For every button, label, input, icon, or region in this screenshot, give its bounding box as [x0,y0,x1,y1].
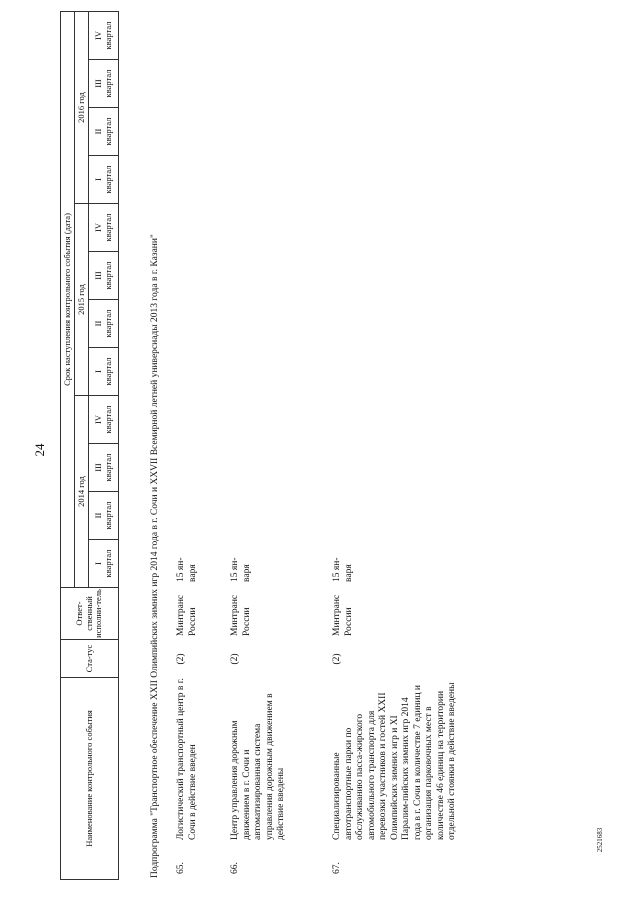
header-year-2014: 2014 год [75,396,89,588]
quarter-2015-3: III квартал [89,252,119,300]
row-number: 66. [230,862,240,874]
event-name: Специализированные автотранспортные парки по обслуживанию пасса-жирского автомобильного транспорта для перевозки участников и гостей XXII Олимпийских зимних игр и XI Паралим-пийских зимних игр 2014 года в г. Сочи в количестве 7 единиц и организация парковочных мест в количестве 46 единиц на территории отдельной стоянки в действие введены [332,682,457,840]
event-date: 15 ян-варя [230,557,252,582]
header-event-name: Наименование контрольного события [61,678,119,880]
event-name: Логистический транспортный центр в г. Сочи в действие введен [176,678,198,840]
event-status: (2) [176,653,186,665]
quarter-2014-2: II квартал [89,492,119,540]
event-status: (2) [230,653,240,665]
quarter-2015-2: II квартал [89,300,119,348]
quarter-2016-3: III квартал [89,60,119,108]
quarter-2014-3: III квартал [89,444,119,492]
event-executor: Минтранс России [176,594,198,636]
event-date: 15 ян-варя [332,557,354,582]
row-number: 67. [332,862,342,874]
quarter-2014-1: I квартал [89,540,119,588]
rotated-page-content [60,10,620,880]
document-code: 2521683 [596,827,604,853]
subprogram-title: Подпрограмма "Транспортное обеспечение XXII Олимпийских зимних игр 2014 года в г. Сочи и XXVII Всемирной летней универсиады 2013 года в г. Казани" [150,234,160,878]
event-executor: Минтранс России [332,594,354,636]
quarter-2015-1: I квартал [89,348,119,396]
row-number: 65. [176,862,186,874]
header-executor: Ответ-ственный исполни-тель [61,588,119,640]
header-year-2015: 2015 год [75,204,89,396]
quarter-2016-1: I квартал [89,156,119,204]
event-date: 15 ян-варя [176,557,198,582]
header-period: Срок наступления контрольного события (дата) [61,12,75,588]
event-name: Центр управления дорожным движением в г. Сочи и автоматизированная система управления дорожным движением в действие введены [230,693,286,840]
page-number: 24 [32,443,47,457]
quarter-2016-2: II квартал [89,108,119,156]
quarter-2016-4: IV квартал [89,12,119,60]
quarter-2015-4: IV квартал [89,204,119,252]
event-status: (2) [332,653,342,665]
quarter-2014-4: IV квартал [89,396,119,444]
header-year-2016: 2016 год [75,12,89,204]
schedule-header-table [60,11,119,880]
header-status: Ста-тус [61,640,119,678]
event-executor: Минтранс России [230,594,252,636]
